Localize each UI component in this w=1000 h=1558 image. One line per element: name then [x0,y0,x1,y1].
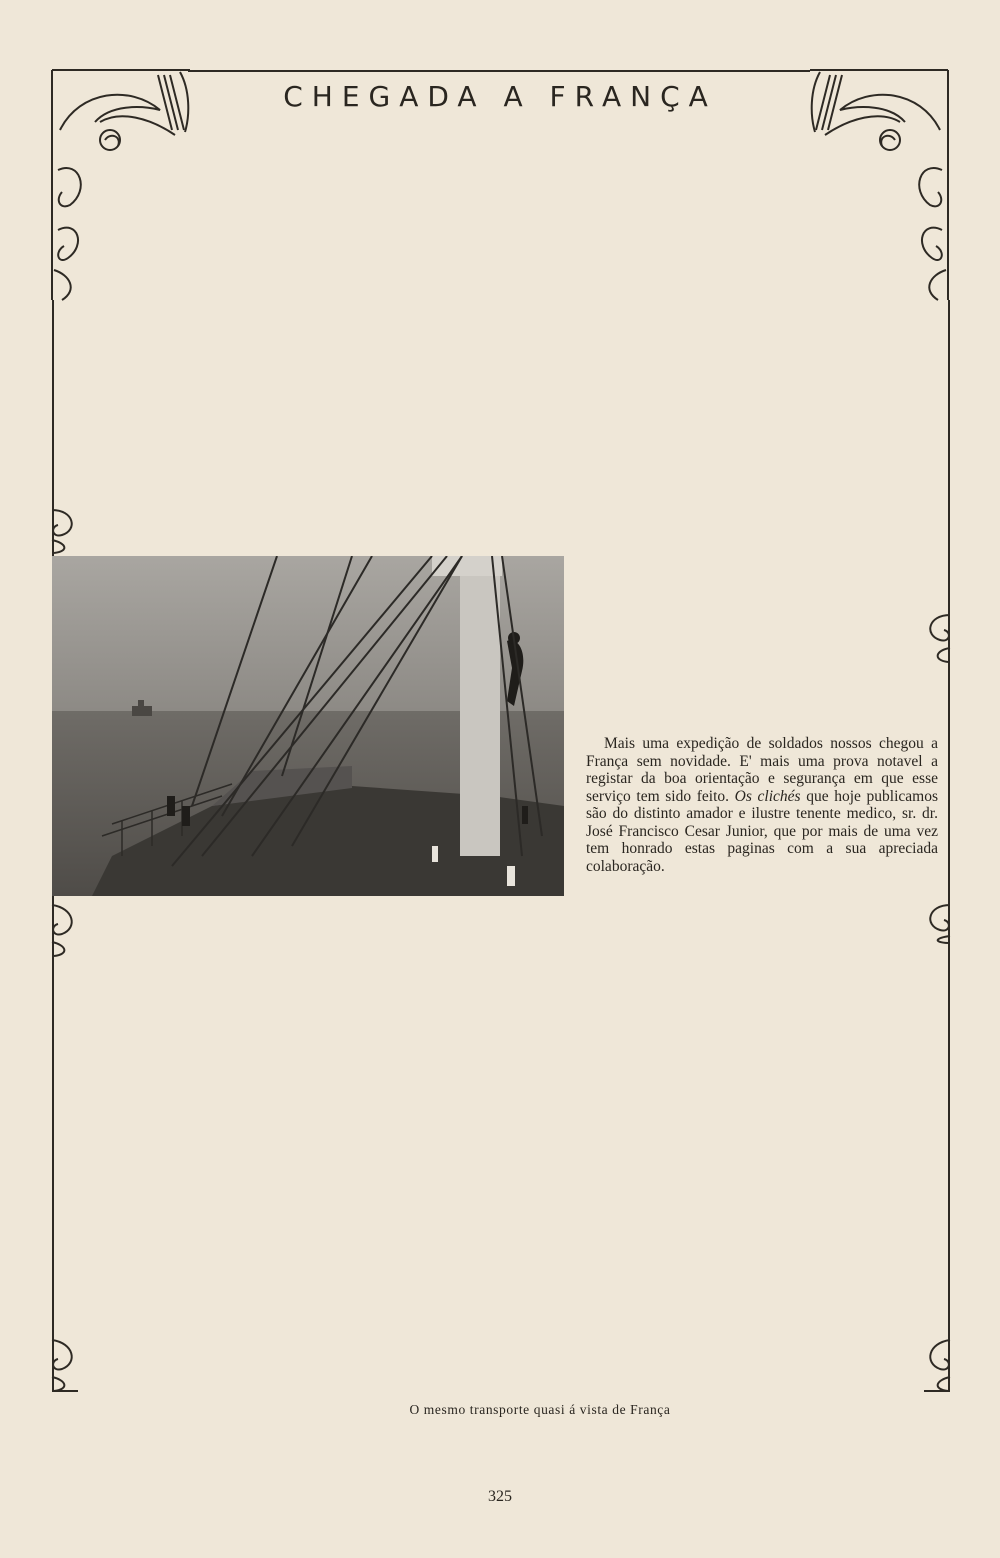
side-ornament-left-upper [44,505,84,555]
side-ornament-right-middle [918,900,958,945]
article-text-part-2: que hoje publicamos são do distinto amador e ilustre tenente medico, sr. dr. José Francisco Cesar Junior, que por mais de uma vez tem honrado estas paginas com a sua apreciada colaboração. [586,787,939,875]
side-ornament-right-upper [918,610,958,665]
page-title: CHEGADA A FRANÇA [283,80,717,113]
ship-photograph [52,556,564,896]
article-paragraph [586,735,938,875]
page-number: 325 [488,1488,512,1505]
photo-caption: O mesmo transporte quasi á vista de França [409,1402,671,1417]
corner-ornament-top-right [800,60,960,310]
corner-ornament-top-left [40,60,200,310]
side-ornament-right-lower [918,1335,958,1395]
article-text [586,735,938,875]
ship-photo-illustration [52,556,564,896]
frame-top-rule [188,70,810,72]
article-text-part-1: Mais uma expedição de soldados nossos chegou a França sem novidade. E' mais uma prova notavel a registar da boa orientação e segurança em que esse serviço tem sido feito. [586,735,938,805]
frame-right-rule [948,300,950,1390]
side-ornament-left-middle [44,900,84,960]
article-emphasis: Os clichés [734,787,801,805]
side-ornament-left-lower [44,1335,84,1395]
